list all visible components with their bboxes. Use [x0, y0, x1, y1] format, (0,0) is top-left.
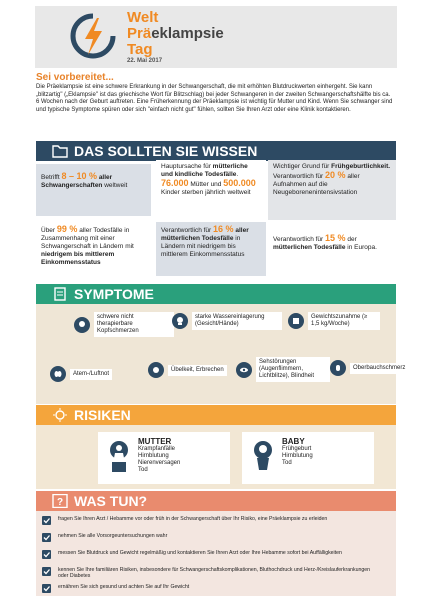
- swelling-icon: [172, 313, 188, 329]
- risk-mother-list: Krampfanfälle Hirnblutung Nierenversagen Tod: [138, 446, 181, 473]
- symptom-nausea: Übelkeit, Erbrechen: [148, 362, 238, 378]
- title-line-3: Tag: [127, 41, 153, 58]
- checkmark-icon: [42, 584, 51, 593]
- head-icon: [74, 317, 90, 333]
- todo-item: ernähren Sie sich gesund und achten Sie auf Ihr Gewicht: [58, 584, 378, 590]
- todo-section-bar: [36, 491, 396, 511]
- todo-item: messen Sie Blutdruck und Gewicht regelmäßig und kontaktieren Sie Ihren Arzt oder Ihre Hebamme sofort bei Auffälligkeiten: [58, 550, 378, 556]
- symptom-vision: Sehstörungen (Augenflimmern, Lichtblitze), Blindheit: [236, 357, 330, 382]
- todo-item: nehmen Sie alle Vorsorgeuntersuchungen wahr: [58, 533, 378, 539]
- risk-card-baby: [242, 432, 374, 484]
- event-date: 22. Mai 2017: [127, 58, 163, 64]
- title-line-1: Welt: [127, 9, 159, 26]
- header-banner: [35, 6, 397, 68]
- symptom-breathlessness: Atem-/Luftnot: [50, 366, 140, 382]
- eye-icon: [236, 362, 252, 378]
- fact-prevalence: Betrifft 8 – 10 % aller Schwangerschaften weltweit: [36, 164, 151, 216]
- risk-baby-list: Frühgeburt Hirnblutung Tod: [282, 446, 313, 466]
- risk-card-mother: [98, 432, 230, 484]
- todo-section-title: WAS TUN?: [74, 493, 148, 509]
- todo-item: fragen Sie Ihren Arzt / Hebamme vor oder früh in der Schwangerschaft über Ihr Risiko, eine Präeklampsie zu erleiden: [58, 516, 378, 522]
- facts-section-title: DAS SOLLTEN SIE WISSEN: [74, 143, 258, 159]
- preeclampsia-logo-icon: [69, 12, 117, 60]
- fact-preterm-birth: Wichtiger Grund für Frühgeburtlichkeit. Verantwortlich für 20 % aller Aufnahmen auf die Neugeborenenintensivstation: [268, 160, 396, 220]
- baby-icon: [248, 440, 278, 474]
- checkmark-icon: [42, 516, 51, 525]
- folder-icon: [52, 144, 68, 158]
- warning-burst-icon: [52, 408, 68, 422]
- stomach-icon: [330, 360, 346, 376]
- symptoms-section-title: SYMPTOME: [74, 286, 154, 302]
- risk-baby-title: BABY: [282, 437, 305, 446]
- page-title: [127, 10, 224, 58]
- scale-icon: [288, 313, 304, 329]
- fact-maternal-deaths-europe: Verantwortlich für 15 % der mütterlichen Todesfälle in Europa.: [268, 226, 396, 274]
- pregnant-mother-icon: [104, 440, 134, 474]
- title-line-2-rest: eklampsie: [151, 25, 224, 42]
- clipboard-icon: [52, 287, 68, 301]
- symptom-headache: schwere nicht therapierbare Kopfschmerzen: [74, 312, 174, 337]
- lungs-icon: [50, 366, 66, 382]
- fact-maternal-deaths-low-income: Verantwortlich für 16 % aller mütterlichen Todesfälle in Ländern mit niedrigem bis mittlerem Einkommensstatus: [156, 222, 266, 276]
- risks-section-bar: [36, 405, 396, 425]
- symptom-weight-gain: Gewichtszunahme (≥ 1,5 kg/Woche): [288, 312, 380, 330]
- checkmark-icon: [42, 550, 51, 559]
- facts-section-bar: [36, 141, 396, 161]
- risk-mother-title: MUTTER: [138, 437, 172, 446]
- nausea-icon: [148, 362, 164, 378]
- checkmark-icon: [42, 567, 51, 576]
- intro-text: Die Präeklampsie ist eine schwere Erkrankung in der Schwangerschaft, die mit erhöhten Blutdruckwerten einhergeht. Sie kann „blitzartig" („Eklampsie" ist das griechische Wort für Blitzschlag) bei jeder Schwangeren in der zweiten Schwangerschaftshälfte bis ca. 6 Wochen nach der Geburt auftreten. Eine Früherkennung der Präeklampsie ist wichtig für Mutter und Kind. Wenn Sie schwanger sind und typische Symptome spüren oder sich "einfach nicht gut" fühlen, sollten Sie Ihren Arzt oder eine Klinik kontaktieren.: [36, 84, 393, 113]
- todo-item: kennen Sie Ihre familiären Risiken, insbesondere für Schwangerschaftskomplikationen, Bluthochdruck und Herz-/Kreislauferkrankungen oder Diabetes: [58, 567, 378, 579]
- symptom-abdominal-pain: Oberbauchschmerz: [330, 360, 392, 376]
- svg-text:?: ?: [56, 497, 64, 508]
- question-icon: [52, 494, 68, 508]
- risks-section-title: RISIKEN: [74, 407, 131, 423]
- infographic: [30, 4, 406, 596]
- fact-mortality: Hauptursache für mütterliche und kindliche Todesfälle. 76.000 Mütter und 500.000 Kinder sterben jährlich weltweit: [156, 160, 266, 222]
- fact-low-income-deaths: Über 99 % aller Todesfälle in Zusammenhang mit einer Schwangerschaft in Ländern mit niedrigem bis mittlerem Einkommensstatus: [36, 222, 154, 276]
- checkmark-icon: [42, 533, 51, 542]
- symptoms-section-bar: [36, 284, 396, 304]
- symptom-swelling: starke Wassereinlagerung (Gesicht/Hände): [172, 312, 282, 330]
- title-line-2-accent: Prä: [127, 25, 152, 42]
- intro-heading: Sei vorbereitet...: [36, 72, 114, 83]
